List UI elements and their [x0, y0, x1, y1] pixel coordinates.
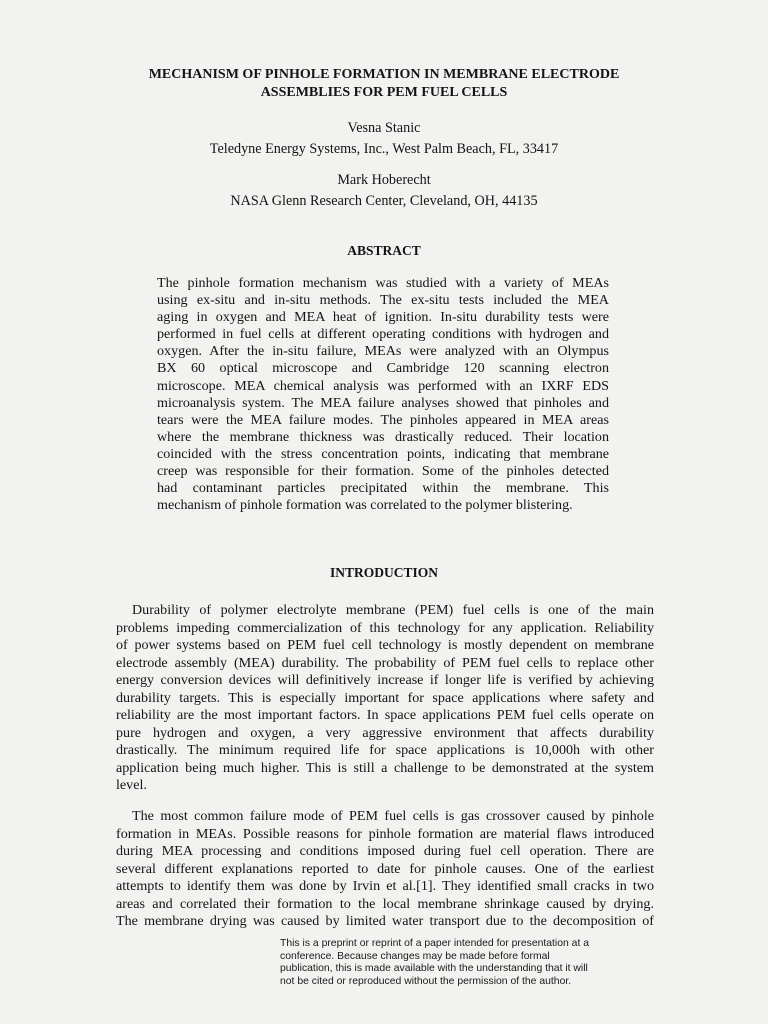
- author-affiliation: NASA Glenn Research Center, Cleveland, OH, 44135: [230, 193, 538, 209]
- author-block: [100, 118, 668, 160]
- author-name: Vesna Stanic: [347, 120, 421, 136]
- paragraph-line: formation in MEAs. Possible reasons for pinhole formation are material flaws introduced: [116, 825, 654, 842]
- abstract-line: had contaminant particles precipitated within the membrane. This: [157, 480, 609, 497]
- paragraph-line: application being much higher. This is still a challenge to be demonstrated at the system: [116, 759, 654, 776]
- abstract-line: mechanism of pinhole formation was correlated to the polymer blistering.: [157, 497, 573, 514]
- paper-title: [100, 66, 668, 102]
- paragraph-line: drastically. The minimum required life for space applications is 10,000h with other: [116, 742, 654, 758]
- preprint-notice: [280, 938, 640, 989]
- abstract-line: BX 60 optical microscope and Cambridge 120 scanning electron: [157, 360, 609, 377]
- abstract-line: tears were the MEA failure modes. The pinholes appeared in MEA areas: [157, 411, 609, 428]
- introduction-paragraph: [116, 602, 654, 795]
- title-line: ASSEMBLIES FOR PEM FUEL CELLS: [260, 85, 508, 100]
- notice-line: This is a preprint or reprint of a paper intended for presentation at a: [280, 938, 590, 949]
- notice-line: not be cited or reproduced without the permission of the author.: [280, 976, 572, 988]
- paragraph-line: reliability are the most important factors. In space applications PEM fuel cells operate on: [116, 707, 654, 723]
- abstract-line: aging in oxygen and MEA heat of ignition. In-situ durability tests were: [157, 309, 609, 326]
- introduction-heading: INTRODUCTION: [329, 565, 438, 580]
- paragraph-line: level.: [116, 777, 147, 793]
- paragraph-line: several different explanations reported to date for pinhole causes. One of the earliest: [116, 860, 654, 877]
- author-affiliation: Teledyne Energy Systems, Inc., West Palm Beach, FL, 33417: [209, 141, 559, 157]
- paragraph-line: energy conversion devices will definitively increase if longer life is verified by achieving: [116, 672, 654, 688]
- notice-line: conference. Because changes may be made before formal: [280, 950, 550, 962]
- paragraph-line: The most common failure mode of PEM fuel cells is gas crossover caused by pinhole: [132, 808, 654, 824]
- abstract-line: using ex-situ and in-situ methods. The ex-situ tests included the MEA: [157, 292, 609, 309]
- abstract-line: oxygen. After the in-situ failure, MEAs were analyzed with an Olympus: [157, 343, 609, 360]
- abstract-line: coincided with the stress concentration points, indicating that membrane: [157, 445, 609, 462]
- notice-line: publication, this is made available with the understanding that it will: [280, 963, 588, 975]
- abstract-line: creep was responsible for their formation. Some of the pinholes detected: [157, 463, 609, 480]
- abstract-line: where the membrane thickness was drastically reduced. Their location: [157, 428, 609, 445]
- abstract-line: performed in fuel cells at different operating conditions with hydrogen and: [157, 326, 609, 343]
- introduction-paragraph: [116, 808, 654, 931]
- title-line: MECHANISM OF PINHOLE FORMATION IN MEMBRANE ELECTRODE: [148, 67, 620, 82]
- paragraph-line: pure hydrogen and oxygen, a very aggressive environment that affects durability: [116, 724, 654, 741]
- paragraph-line: of power systems based on PEM fuel cell technology is mostly dependent on membrane: [116, 637, 654, 653]
- paragraph-line: The membrane drying was caused by limited water transport due to the decomposition of: [116, 913, 654, 929]
- paragraph-line: areas and correlated their formation to the local membrane shrinkage caused by drying.: [116, 895, 654, 912]
- paragraph-line: Durability of polymer electrolyte membrane (PEM) fuel cells is one of the main: [132, 602, 654, 618]
- author-name: Mark Hoberecht: [337, 172, 431, 188]
- author-block: [100, 170, 668, 212]
- paragraph-line: attempts to identify them was done by Irvin et al.[1]. They identified small cracks in two: [116, 878, 654, 894]
- paragraph-line: during MEA processing and conditions imposed during fuel cell operation. There are: [116, 843, 654, 859]
- abstract-text: [157, 275, 609, 514]
- abstract-line: microscope. MEA chemical analysis was performed with an IXRF EDS: [157, 377, 609, 394]
- abstract-line: The pinhole formation mechanism was studied with a variety of MEAs: [157, 275, 609, 291]
- abstract-line: microanalysis system. The MEA failure analyses showed that pinholes and: [157, 394, 609, 411]
- paragraph-line: durability targets. This is especially important for space applications where safety and: [116, 689, 654, 706]
- paragraph-line: electrode assembly (MEA) durability. The probability of PEM fuel cells to replace other: [116, 654, 654, 671]
- paragraph-line: problems impeding commercialization of this technology for any application. Reliability: [116, 619, 654, 636]
- abstract-heading: ABSTRACT: [347, 243, 421, 258]
